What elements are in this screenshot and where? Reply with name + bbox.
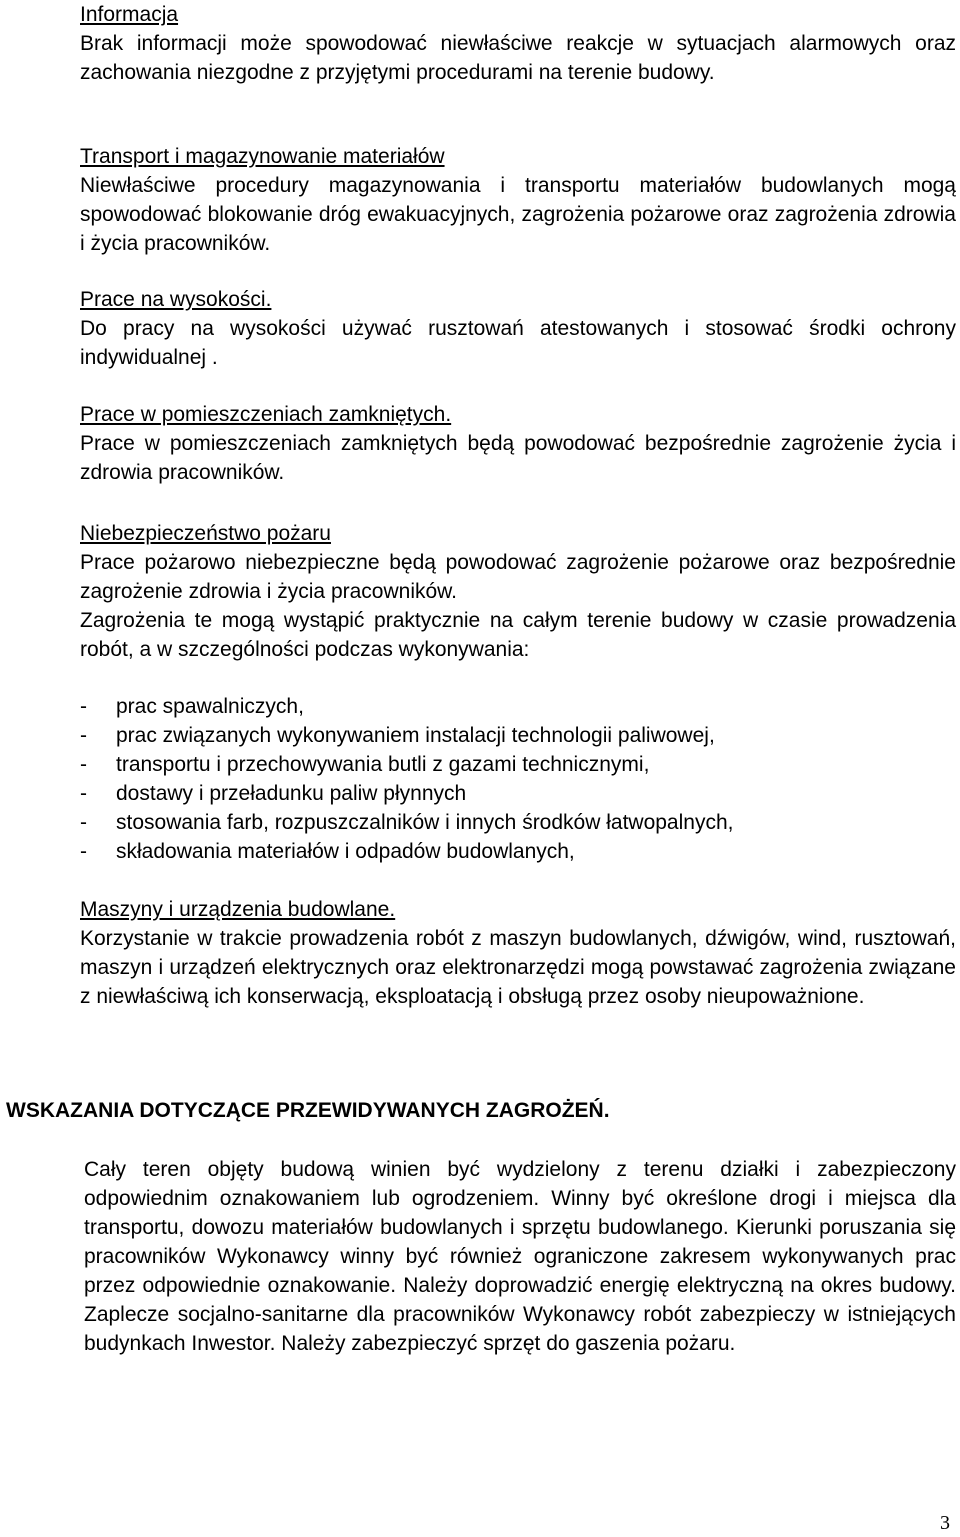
list-item — [80, 750, 956, 779]
section-machines — [80, 895, 956, 1011]
section-heading: Niebezpieczeństwo pożaru — [80, 522, 331, 545]
main-heading: WSKAZANIA DOTYCZĄCE PRZEWIDYWANYCH ZAGROŻEŃ. — [6, 1099, 610, 1122]
list-item-text: prac spawalniczych, — [116, 695, 304, 718]
list-item — [80, 692, 956, 721]
list-item-text: stosowania farb, rozpuszczalników i innych środków łatwopalnych, — [116, 811, 734, 834]
list-dash: - — [80, 695, 87, 718]
section-heights — [80, 285, 956, 372]
section-text: Korzystanie w trakcie prowadzenia robót z maszyn budowlanych, dźwigów, wind, rusztowań, maszyn i urządzeń elektrycznych oraz elektronarzędzi mogą powstawać zagrożenia związane z niewłaściwą ich konserwacją, eksploatacją i obsługą przez osoby nieupoważnione. — [80, 927, 956, 1008]
list-dash: - — [80, 724, 87, 747]
list-item — [80, 808, 956, 837]
section-text: Niewłaściwe procedury magazynowania i transportu materiałów budowlanych mogą spowodować blokowanie dróg ewakuacyjnych, zagrożenia pożarowe oraz zagrożenia zdrowia i życia pracowników. — [80, 174, 956, 255]
list-item — [80, 721, 956, 750]
list-dash: - — [80, 811, 87, 834]
final-paragraph: Cały teren objęty budową winien być wydzielony z terenu działki i zabezpieczony odpowiednim oznakowaniem lub ogrodzeniem. Winny być określone drogi i miejsca dla transportu, dowozu materiałów budowlanych i sprzętu budowlanego. Kierunki poruszania się pracowników Wykonawcy winny być również ograniczone zakresem wykonywanych prac przez odpowiednie oznakowanie. Należy doprowadzić energię elektryczną na okres budowy. Zaplecze socjalno-sanitarne dla pracowników Wykonawcy robót zabezpieczy w istniejących budynkach Inwestor. Należy zabezpieczyć sprzęt do gaszenia pożaru. — [84, 1158, 956, 1355]
list-item — [80, 837, 956, 866]
list-item — [80, 779, 956, 808]
section-text: Prace w pomieszczeniach zamkniętych będą powodować bezpośrednie zagrożenie życia i zdrowia pracowników. — [80, 432, 956, 484]
list-item-text: transportu i przechowywania butli z gazami technicznymi, — [116, 753, 650, 776]
list-item-text: dostawy i przeładunku paliw płynnych — [116, 782, 467, 805]
section-text: Brak informacji może spowodować niewłaściwe reakcje w sytuacjach alarmowych oraz zachowania niezgodne z przyjętymi procedurami na terenie budowy. — [80, 32, 956, 84]
section-transport — [80, 142, 956, 258]
section-heading: Informacja — [80, 3, 179, 26]
section-closed-rooms — [80, 400, 956, 487]
section-heading: Prace na wysokości. — [80, 288, 272, 311]
section-text: Do pracy na wysokości używać rusztowań atestowanych i stosować środki ochrony indywidualnej . — [80, 317, 956, 369]
section-text-2: Zagrożenia te mogą wystąpić praktycznie na całym terenie budowy w czasie prowadzenia robót, a w szczególności podczas wykonywania: — [80, 609, 956, 661]
fire-hazard-list — [80, 692, 956, 866]
list-item-text: prac związanych wykonywaniem instalacji technologii paliwowej, — [116, 724, 715, 747]
section-informacja — [80, 0, 956, 87]
list-item-text: składowania materiałów i odpadów budowlanych, — [116, 840, 575, 863]
section-heading: Maszyny i urządzenia budowlane. — [80, 898, 396, 921]
page-number: 3 — [940, 1512, 950, 1534]
section-text: Prace pożarowo niebezpieczne będą powodować zagrożenie pożarowe oraz bezpośrednie zagrożenie zdrowia i życia pracowników. — [80, 551, 956, 603]
section-heading: Transport i magazynowanie materiałów — [80, 145, 445, 168]
section-heading: Prace w pomieszczeniach zamkniętych. — [80, 403, 452, 426]
list-dash: - — [80, 840, 87, 863]
section-fire — [80, 519, 956, 664]
list-dash: - — [80, 782, 87, 805]
list-dash: - — [80, 753, 87, 776]
